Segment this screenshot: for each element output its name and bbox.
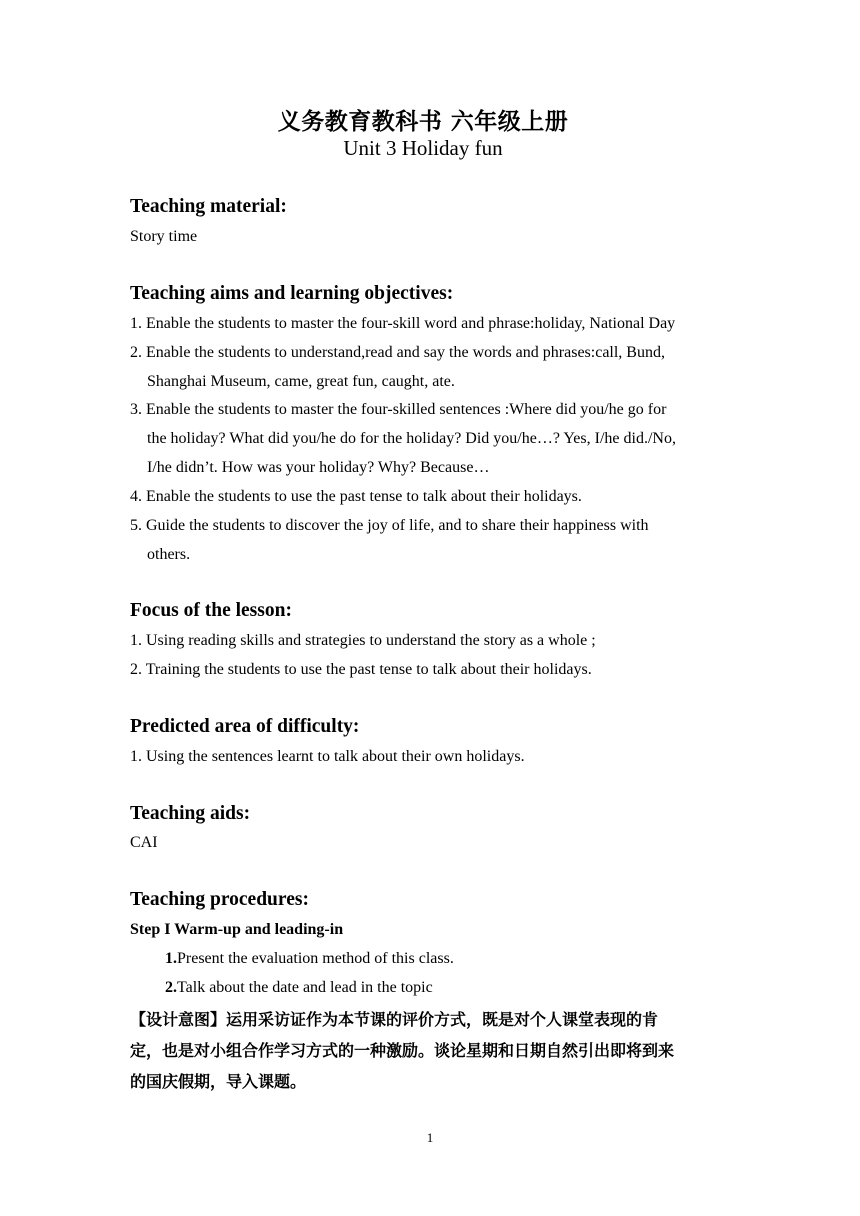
aims-line: Shanghai Museum, came, great fun, caught, ate. bbox=[147, 373, 455, 390]
step-item-number: 1. bbox=[165, 950, 177, 967]
focus-line: 2. Training the students to use the past tense to talk about their holidays. bbox=[130, 661, 592, 678]
design-intent-line: 【设计意图】运用采访证作为本节课的评价方式，既是对个人课堂表现的肯 bbox=[130, 1010, 659, 1029]
difficulty-line: 1. Using the sentences learnt to talk about their own holidays. bbox=[130, 748, 525, 765]
document-title: 义务教育教科书 六年级上册 bbox=[277, 109, 569, 135]
step-item-number: 2. bbox=[165, 979, 177, 996]
step-item-text: Talk about the date and lead in the topic bbox=[177, 979, 433, 996]
section-heading-difficulty: Predicted area of difficulty: bbox=[130, 716, 360, 737]
aims-line: others. bbox=[147, 546, 191, 563]
material-text: Story time bbox=[130, 228, 198, 245]
step-heading: Step I Warm-up and leading-in bbox=[130, 921, 344, 938]
step-item bbox=[165, 950, 454, 968]
step-item bbox=[165, 979, 433, 997]
step-item-text: Present the evaluation method of this class. bbox=[177, 950, 454, 967]
aims-line: 5. Guide the students to discover the joy of life, and to share their happiness with bbox=[130, 517, 649, 534]
section-heading-procedures: Teaching procedures: bbox=[130, 889, 309, 910]
aids-text: CAI bbox=[130, 834, 158, 851]
design-intent-line: 的国庆假期，导入课题。 bbox=[130, 1072, 307, 1091]
aims-line: I/he didn’t. How was your holiday? Why? Because… bbox=[147, 459, 490, 476]
focus-line: 1. Using reading skills and strategies to understand the story as a whole ; bbox=[130, 632, 596, 649]
section-heading-focus: Focus of the lesson: bbox=[130, 600, 292, 621]
document-subtitle: Unit 3 Holiday fun bbox=[343, 136, 503, 160]
section-heading-aims: Teaching aims and learning objectives: bbox=[130, 283, 454, 304]
aims-line: 2. Enable the students to understand,read and say the words and phrases:call, Bund, bbox=[130, 344, 665, 361]
section-heading-aids: Teaching aids: bbox=[130, 803, 251, 824]
section-heading-material: Teaching material: bbox=[130, 196, 287, 217]
design-intent-line: 定，也是对小组合作学习方式的一种激励。谈论星期和日期自然引出即将到来 bbox=[130, 1041, 675, 1060]
aims-line: the holiday? What did you/he do for the holiday? Did you/he…? Yes, I/he did./No, bbox=[147, 430, 676, 447]
page-number: 1 bbox=[426, 1130, 434, 1145]
aims-line: 4. Enable the students to use the past tense to talk about their holidays. bbox=[130, 488, 582, 505]
aims-line: 3. Enable the students to master the four-skilled sentences :Where did you/he go for bbox=[130, 401, 667, 418]
aims-line: 1. Enable the students to master the four-skill word and phrase:holiday, National Day bbox=[130, 315, 676, 332]
